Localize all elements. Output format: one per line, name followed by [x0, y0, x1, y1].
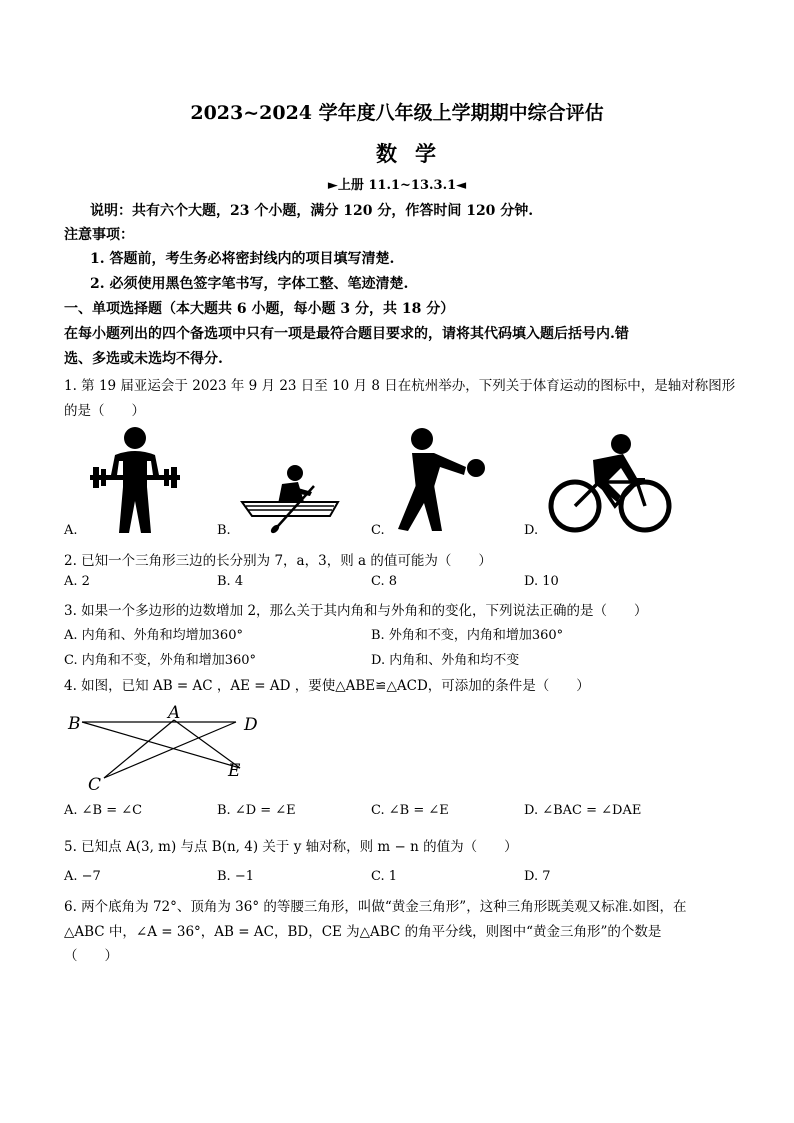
q3-option-a[interactable]: A. 内角和、外角和均增加360° [64, 628, 243, 643]
section-desc-line1: 在每小题列出的四个备选项中只有一项是最符合题目要求的，请将其代码填入题后括号内.错 [64, 326, 629, 342]
q5-option-d[interactable]: D. 7 [524, 869, 551, 884]
q1-stem-line2: 的是（ ） [64, 403, 145, 419]
label-c: C [88, 775, 102, 794]
attention-item-1: 1. 答题前，考生务必将密封线内的项目填写清楚. [90, 251, 395, 267]
q5-option-a[interactable]: A. −7 [64, 869, 101, 884]
label-d: D [244, 715, 258, 735]
q1-option-b[interactable]: B. [217, 523, 231, 538]
q6-stem-line3: （ ） [64, 948, 118, 964]
q4-stem: 4. 如图，已知 AB = AC ，AE = AD ，要使△ABE≌△ACD，可添加的条件是（ ） [64, 678, 590, 694]
q5-option-c[interactable]: C. 1 [371, 869, 398, 884]
q1-stem-line1: 1. 第 19 届亚运会于 2023 年 9 月 23 日至 10 月 8 日在杭州举办，下列关于体育运动的图标中，是轴对称图形 [64, 378, 736, 394]
q6-stem-line2: △ABC 中，∠A = 36°，AB = AC，BD，CE 为△ABC 的角平分线，则图中“黄金三角形”的个数是 [64, 924, 662, 940]
rowing-icon [238, 462, 342, 534]
q1-option-a[interactable]: A. [64, 523, 78, 538]
attention-title: 注意事项： [64, 227, 134, 243]
q3-option-b[interactable]: B. 外角和不变，内角和增加360° [371, 628, 564, 643]
q5-stem: 5. 已知点 A(3, m) 与点 B(n, 4) 关于 y 轴对称，则 m − n 的值为（ ） [64, 839, 518, 855]
q3-option-c[interactable]: C. 内角和不变，外角和增加360° [64, 653, 257, 668]
q2-option-c[interactable]: C. 8 [371, 574, 398, 589]
q4-option-a[interactable]: A. ∠B = ∠C [64, 803, 143, 818]
q4-option-c[interactable]: C. ∠B = ∠E [371, 803, 449, 818]
q6-stem-line1: 6. 两个底角为 72°、顶角为 36° 的等腰三角形，叫做“黄金三角形”，这种三角形既美观又标准.如图，在 [64, 899, 687, 915]
weightlifting-icon [85, 425, 185, 537]
section-desc-line2: 选、多选或未选均不得分. [64, 351, 223, 367]
q3-stem: 3. 如果一个多边形的边数增加 2，那么关于其内角和与外角和的变化，下列说法正确的是（ ） [64, 603, 648, 619]
label-e: E [228, 761, 241, 781]
scope-line: ►上册 11.1~13.3.1◄ [327, 178, 467, 193]
q5-option-b[interactable]: B. −1 [217, 869, 254, 884]
q3-option-d[interactable]: D. 内角和、外角和均不变 [371, 653, 520, 668]
q4-triangle-figure [64, 702, 276, 794]
q2-stem: 2. 已知一个三角形三边的长分别为 7，a，3，则 a 的值可能为（ ） [64, 553, 492, 569]
subject-title: 数学 [376, 141, 454, 166]
label-b: B [68, 714, 81, 734]
q4-option-b[interactable]: B. ∠D = ∠E [217, 803, 296, 818]
q1-option-c[interactable]: C. [371, 523, 385, 538]
attention-item-2: 2. 必须使用黑色签字笔书写，字体工整、笔迹清楚. [90, 276, 409, 292]
instructions-note: 说明：共有六个大题，23 个小题，满分 120 分，作答时间 120 分钟. [90, 203, 534, 219]
q2-option-b[interactable]: B. 4 [217, 574, 244, 589]
q2-option-a[interactable]: A. 2 [64, 574, 90, 589]
q2-option-d[interactable]: D. 10 [524, 574, 559, 589]
volleyball-icon [394, 427, 490, 535]
section-title: 一、单项选择题（本大题共 6 小题，每小题 3 分，共 18 分） [64, 301, 455, 317]
label-a: A [168, 703, 181, 723]
q4-option-d[interactable]: D. ∠BAC = ∠DAE [524, 803, 642, 818]
q1-option-d[interactable]: D. [524, 523, 539, 538]
cycling-icon [547, 432, 673, 536]
exam-title: 2023~2024 学年度八年级上学期期中综合评估 [190, 102, 604, 124]
